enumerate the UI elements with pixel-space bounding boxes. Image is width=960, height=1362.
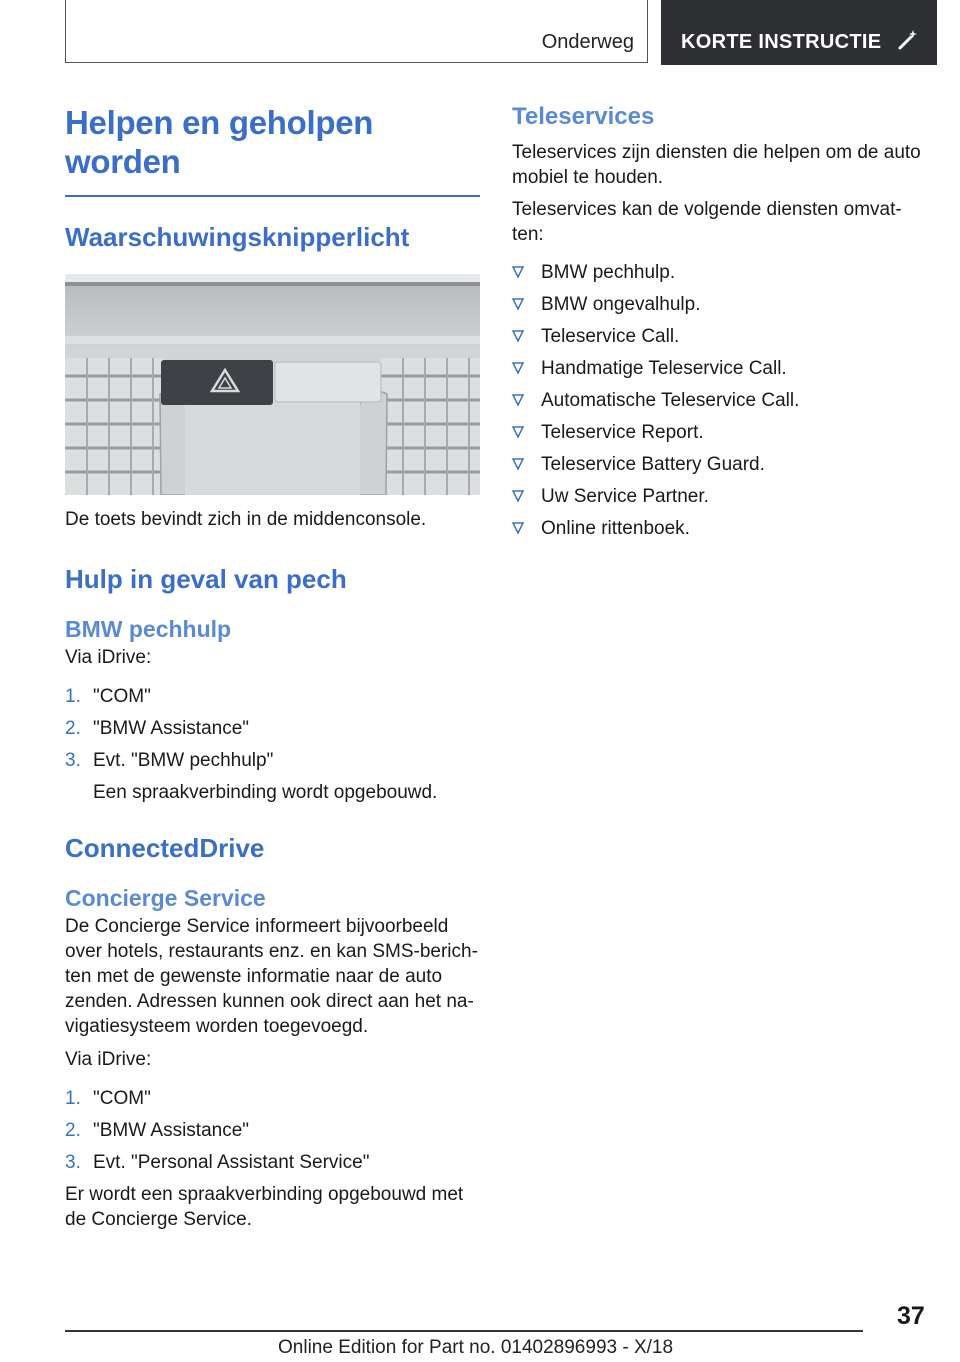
step-text: "BMW Assistance" xyxy=(93,1119,250,1141)
bullet-triangle-icon xyxy=(512,394,524,406)
bullet-triangle-icon xyxy=(512,490,524,502)
pechhulp-steps xyxy=(65,684,480,805)
list-item-text: Uw Service Partner. xyxy=(541,486,709,507)
section-tab[interactable] xyxy=(65,0,648,63)
right-column xyxy=(512,103,930,548)
edition-footer: Online Edition for Part no. 01402896993 - X/18 xyxy=(278,1337,674,1358)
page-title: Helpen en geholpen worden xyxy=(65,104,374,180)
list-item xyxy=(512,324,930,349)
hazard-switch-figure xyxy=(65,274,480,495)
page-number: 37 xyxy=(897,1302,925,1330)
list-item xyxy=(65,748,480,805)
list-item-text: Online rittenboek. xyxy=(541,518,690,539)
teleservices-lead: Teleservices kan de volgende diensten omvat-ten: xyxy=(512,199,902,245)
teleservices-heading: Teleservices xyxy=(512,103,655,130)
list-item xyxy=(512,356,930,381)
title-rule xyxy=(65,195,480,197)
list-item-text: BMW ongevalhulp. xyxy=(541,294,701,315)
step-text: "BMW Assistance" xyxy=(93,717,250,739)
breakdown-heading: Hulp in geval van pech xyxy=(65,563,347,594)
list-item-text: Teleservice Call. xyxy=(541,326,680,347)
list-item xyxy=(65,716,480,741)
concierge-intro: Via iDrive: xyxy=(65,1048,152,1070)
bullet-triangle-icon xyxy=(512,426,524,438)
step-number: 1. xyxy=(65,685,81,707)
bullet-triangle-icon xyxy=(512,458,524,470)
bullet-triangle-icon xyxy=(512,522,524,534)
step-number: 2. xyxy=(65,717,81,739)
list-item xyxy=(65,1150,480,1175)
magic-wand-icon xyxy=(897,29,919,51)
warning-caption: De toets bevindt zich in de middenconsole. xyxy=(65,508,427,530)
list-item-text: BMW pechhulp. xyxy=(541,262,676,283)
list-item xyxy=(65,1118,480,1143)
step-text: Evt. "Personal Assistant Service" xyxy=(93,1151,370,1173)
step-number: 3. xyxy=(65,1151,81,1173)
list-item xyxy=(65,1086,480,1111)
warning-heading: Waarschuwingsknipperlicht xyxy=(65,221,410,252)
list-item xyxy=(512,388,930,413)
list-item xyxy=(512,292,930,317)
list-item xyxy=(512,260,930,285)
teleservices-intro: Teleservices zijn diensten die helpen om de auto mobiel te houden. xyxy=(512,142,921,188)
bullet-triangle-icon xyxy=(512,362,524,374)
list-item xyxy=(65,684,480,709)
step-number: 2. xyxy=(65,1119,81,1141)
list-item-text: Teleservice Battery Guard. xyxy=(541,454,765,475)
list-item xyxy=(512,484,930,509)
connected-heading: ConnectedDrive xyxy=(65,832,265,863)
step-text: Evt. "BMW pechhulp" xyxy=(93,749,274,771)
teleservices-list xyxy=(512,260,930,541)
footer-rule xyxy=(65,1330,863,1332)
chapter-tab[interactable] xyxy=(661,0,937,65)
step-number: 1. xyxy=(65,1087,81,1109)
pechhulp-subheading: BMW pechhulp xyxy=(65,615,232,642)
concierge-outro: Er wordt een spraakverbinding opgebouwd met de Concierge Service. xyxy=(65,1183,464,1230)
step-text: "COM" xyxy=(93,685,151,707)
left-column xyxy=(65,103,480,1232)
list-item xyxy=(512,516,930,541)
section-tab-label: Onderweg xyxy=(541,31,634,53)
pechhulp-intro: Via iDrive: xyxy=(65,646,152,668)
list-item-text: Automatische Teleservice Call. xyxy=(541,390,800,411)
step-number: 3. xyxy=(65,749,81,771)
list-item xyxy=(512,452,930,477)
chapter-tab-label: KORTE INSTRUCTIE xyxy=(681,31,882,53)
bullet-triangle-icon xyxy=(512,330,524,342)
list-item-text: Handmatige Teleservice Call. xyxy=(541,358,787,379)
concierge-body: De Concierge Service informeert bijvoorbeeld over hotels, restaurants enz. en kan SMS-berich-ten met de gewenste informatie naar de auto zenden. Adressen kunnen ook direct aan het na-vigatiesysteem worden toegevoegd. xyxy=(65,915,478,1037)
list-item-text: Teleservice Report. xyxy=(541,422,704,443)
concierge-steps xyxy=(65,1086,480,1175)
concierge-subheading: Concierge Service xyxy=(65,884,266,911)
step-note: Een spraakverbinding wordt opgebouwd. xyxy=(93,781,438,803)
bullet-triangle-icon xyxy=(512,298,524,310)
list-item xyxy=(512,420,930,445)
step-text: "COM" xyxy=(93,1087,151,1109)
bullet-triangle-icon xyxy=(512,266,524,278)
